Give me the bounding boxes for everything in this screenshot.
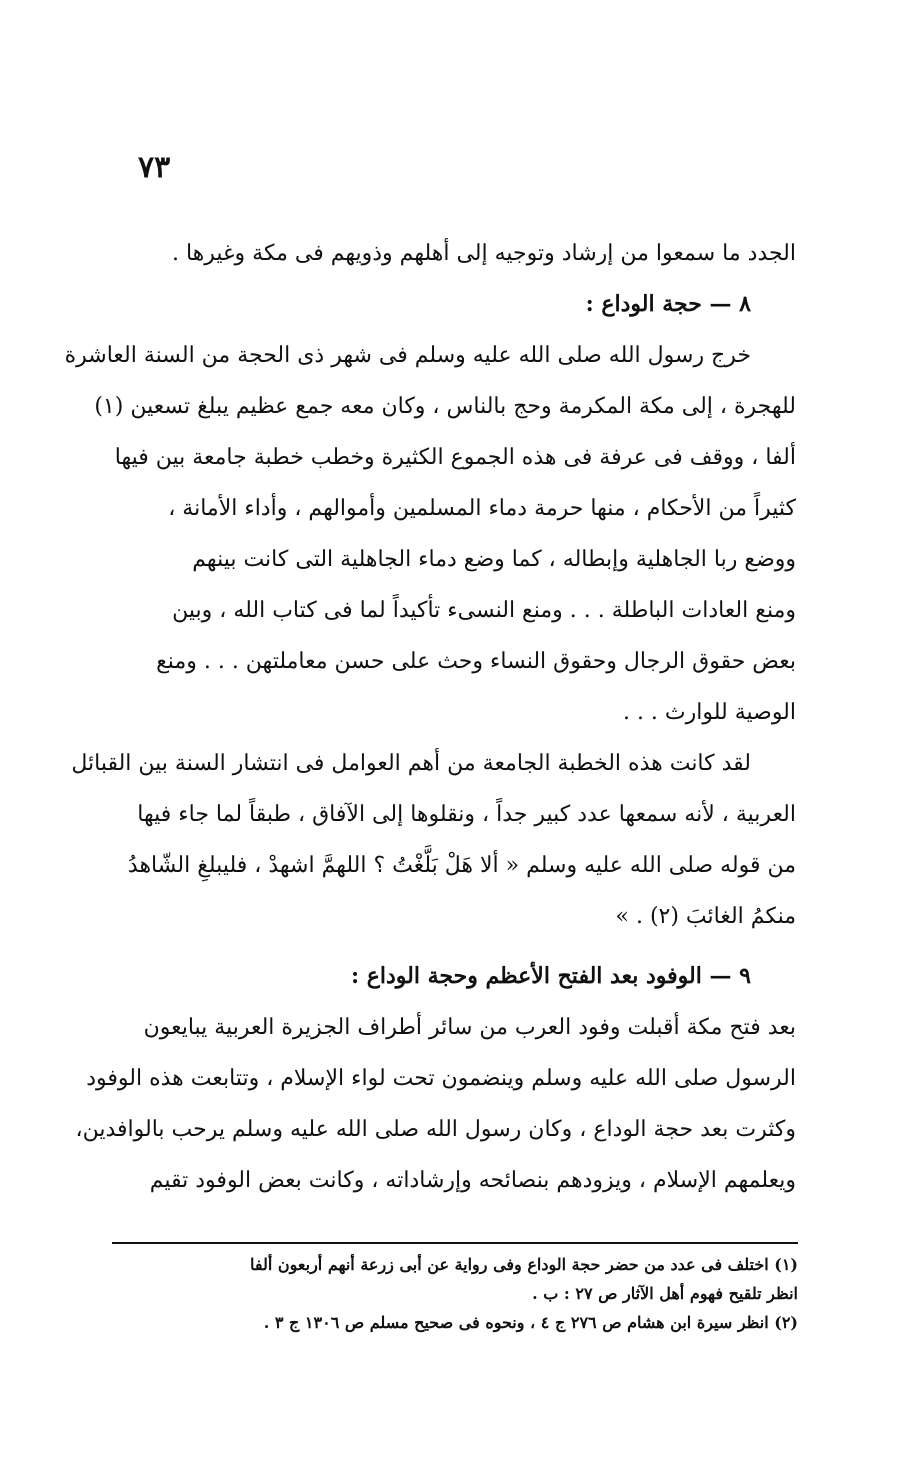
section-heading-farewell-pilgrimage: ٨ — حجة الوداع : <box>585 291 751 317</box>
text-line: الجدد ما سمعوا من إرشاد وتوجيه إلى أهلهم وذويهم فى مكة وغيرها . <box>171 241 796 266</box>
text-line: بعض حقوق الرجال وحقوق النساء وحث على حسن معاملتهن . . . ومنع <box>156 649 796 674</box>
page-number: ٧٣ <box>138 150 171 185</box>
text-line: الوصية للوارث . . . <box>622 700 796 725</box>
text-line: خرج رسول الله صلى الله عليه وسلم فى شهر ذى الحجة من السنة العاشرة <box>64 343 751 368</box>
text-line: من قوله صلى الله عليه وسلم « ألا هَلْ بَلَّغْتُ ؟ اللهمَّ اشهدْ ، فليبلغِ الشّاهدُ <box>127 853 796 878</box>
footnotes <box>112 1242 798 1337</box>
footnote-line: (٢) انظر سيرة ابن هشام ص ٢٧٦ ج ٤ ، ونحوه فى صحيح مسلم ص ١٣٠٦ ج ٣ . <box>263 1313 798 1332</box>
text-line: كثيراً من الأحكام ، منها حرمة دماء المسلمين وأموالهم ، وأداء الأمانة ، <box>168 496 796 521</box>
text-line: ووضع ربا الجاهلية وإبطاله ، كما وضع دماء الجاهلية التى كانت بينهم <box>192 547 796 572</box>
text-line: ألفا ، ووقف فى عرفة فى هذه الجموع الكثيرة وخطب خطبة جامعة بين فيها <box>114 445 796 470</box>
body-text <box>64 228 796 1206</box>
text-line: العربية ، لأنه سمعها عدد كبير جداً ، ونقلوها إلى الآفاق ، طبقاً لما جاء فيها <box>137 802 796 827</box>
text-line: منكمُ الغائبَ (٢) . » <box>615 904 796 929</box>
section-heading-delegations: ٩ — الوفود بعد الفتح الأعظم وحجة الوداع : <box>350 963 751 989</box>
text-line: ومنع العادات الباطلة . . . ومنع النسىء تأكيداً لما فى كتاب الله ، وبين <box>172 598 796 623</box>
text-line: بعد فتح مكة أقبلت وفود العرب من سائر أطراف الجزيرة العربية يبايعون <box>143 1015 796 1040</box>
footnote-line: (١) اختلف فى عدد من حضر حجة الوداع وفى رواية عن أبى زرعة أنهم أربعون ألفا <box>250 1255 798 1274</box>
text-line: للهجرة ، إلى مكة المكرمة وحج بالناس ، وكان معه جمع عظيم يبلغ تسعين (١) <box>94 394 796 419</box>
text-line: ويعلمهم الإسلام ، ويزودهم بنصائحه وإرشاداته ، وكانت بعض الوفود تقيم <box>149 1168 796 1193</box>
footnote-line: انظر تلقيح فهوم أهل الآثار ص ٢٧ : ب . <box>532 1284 798 1303</box>
text-line: وكثرت بعد حجة الوداع ، وكان رسول الله صلى الله عليه وسلم يرحب بالوافدين، <box>75 1117 796 1142</box>
text-line: الرسول صلى الله عليه وسلم وينضمون تحت لواء الإسلام ، وتتابعت هذه الوفود <box>86 1066 796 1091</box>
text-line: لقد كانت هذه الخطبة الجامعة من أهم العوامل فى انتشار السنة بين القبائل <box>71 751 751 776</box>
